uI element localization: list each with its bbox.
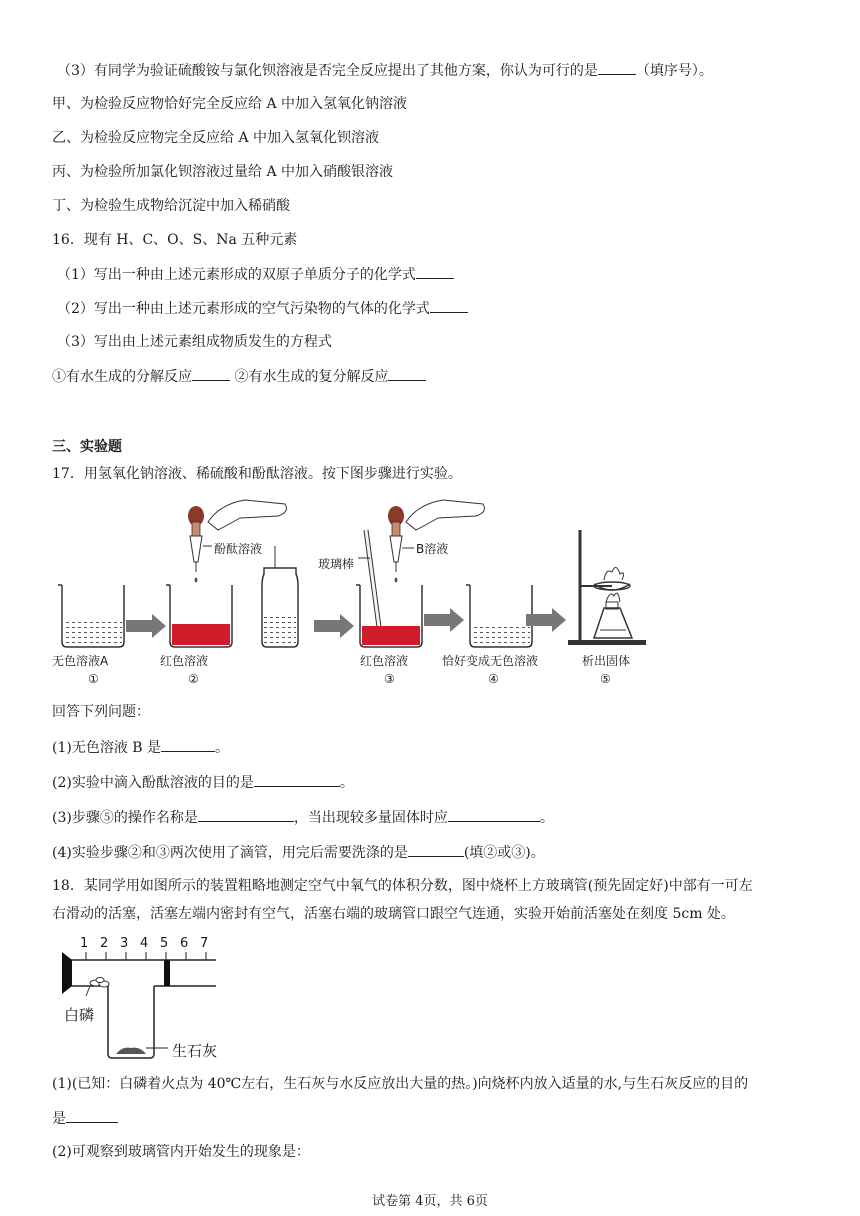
- ruler-tick-4: 4: [140, 936, 149, 951]
- step-number-1: ①: [88, 672, 99, 686]
- caption-4: 恰好变成无色溶液: [442, 654, 539, 668]
- caption-3: 红色溶液: [360, 654, 409, 668]
- beaker-1: [58, 585, 124, 647]
- q16-item1: （1）写出一种由上述元素形成的双原子单质分子的化学式: [57, 264, 454, 285]
- beaker-3: [356, 585, 422, 647]
- q15-option-jia: 甲、为检验反应物恰好完全反应给 A 中加入氢氧化钠溶液: [52, 96, 408, 112]
- q17-stem: 17．用氢氧化钠溶液、稀硫酸和酚酞溶液。按下图步骤进行实验。: [52, 466, 462, 482]
- reagent-bottle: [262, 546, 298, 647]
- glass-rod: [358, 530, 381, 642]
- q18-line1: 18．某同学用如图所示的装置粗略地测定空气中氧气的体积分数，图中烧杯上方玻璃管(预先固定好)中部有一可左: [52, 878, 753, 894]
- caption-2: 红色溶液: [160, 654, 209, 668]
- q15-option-ding: 丁、为检验生成物给沉淀中加入稀硝酸: [52, 198, 290, 214]
- ruler-tick-3: 3: [120, 936, 129, 951]
- step-number-4: ④: [488, 672, 499, 686]
- ruler-ticks: [86, 952, 206, 960]
- q18-p1b: 是: [52, 1108, 118, 1129]
- step-number-5: ⑤: [600, 672, 611, 686]
- q17-answer-prompt: 回答下列问题：: [52, 704, 150, 720]
- q17-p2: (2)实验中滴入酚酞溶液的目的是 。: [52, 772, 354, 793]
- beaker: [108, 986, 168, 1058]
- piston: [164, 960, 170, 986]
- caption-5: 析出固体: [582, 654, 631, 668]
- q17-p3: (3)步骤⑤的操作名称是 ，当出现较多量固体时应 。: [52, 807, 554, 828]
- q17-figure: [0, 490, 860, 710]
- label-quicklime: 生石灰: [172, 1042, 218, 1060]
- label-white-phosphorus: 白磷: [64, 1006, 95, 1024]
- ruler-tick-1: 1: [80, 936, 89, 951]
- evaporation-setup: [568, 530, 646, 645]
- ruler-tick-2: 2: [100, 936, 109, 951]
- q18-p1a: (1)(已知：白磷着火点为 40℃左右，生石灰与水反应放出大量的热。)向烧杯内放入适量的水,与生石灰反应的目的: [52, 1076, 749, 1092]
- q17-p4: (4)实验步骤②和③两次使用了滴管，用完后需要洗涤的是 (填②或③)。: [52, 842, 545, 863]
- ruler-tick-7: 7: [200, 936, 209, 951]
- arrow-3: [424, 608, 464, 632]
- beaker-2: [166, 585, 232, 647]
- arrow-2: [314, 614, 354, 638]
- q15-option-yi: 乙、为检验反应物完全反应给 A 中加入氢氧化钡溶液: [52, 130, 380, 146]
- q15-item3: （3）有同学为验证硫酸铵与氯化钡溶液是否完全反应提出了其他方案，你认为可行的是 （填序号）。: [57, 60, 713, 81]
- step-number-3: ③: [384, 672, 395, 686]
- beaker-4: [466, 585, 532, 647]
- q16-item3: （3）写出由上述元素组成物质发生的方程式: [57, 334, 332, 350]
- arrow-1: [126, 614, 166, 638]
- label-phenolphthalein: 酚酞溶液: [214, 542, 263, 556]
- step-number-2: ②: [188, 672, 199, 686]
- label-solution-b: B溶液: [416, 542, 449, 556]
- ruler-tick-5: 5: [160, 936, 169, 951]
- q18-p2: (2)可观察到玻璃管内开始发生的现象是：: [52, 1144, 310, 1160]
- q16-stem: 16．现有 H、C、O、S、Na 五种元素: [52, 232, 298, 248]
- label-glass-rod: 玻璃棒: [318, 557, 355, 571]
- q18-figure: [56, 930, 276, 1070]
- q16-item2: （2）写出一种由上述元素形成的空气污染物的气体的化学式: [57, 298, 468, 319]
- q18-line2: 右滑动的活塞，活塞左端内密封有空气，活塞右端的玻璃管口跟空气连通，实验开始前活塞处在刻度 5cm 处。: [52, 906, 735, 922]
- q17-p1: (1)无色溶液 B 是 。: [52, 737, 229, 758]
- section-title: 三、实验题: [52, 439, 122, 455]
- q15-option-bing: 丙、为检验所加氯化钡溶液过量给 A 中加入硝酸银溶液: [52, 164, 394, 180]
- page-footer: 试卷第 4页，共 6页: [372, 1194, 488, 1209]
- ruler-tick-6: 6: [180, 936, 189, 951]
- q16-item3-sub: ①有水生成的分解反应 ②有水生成的复分解反应: [52, 366, 426, 387]
- caption-1: 无色溶液A: [52, 654, 109, 668]
